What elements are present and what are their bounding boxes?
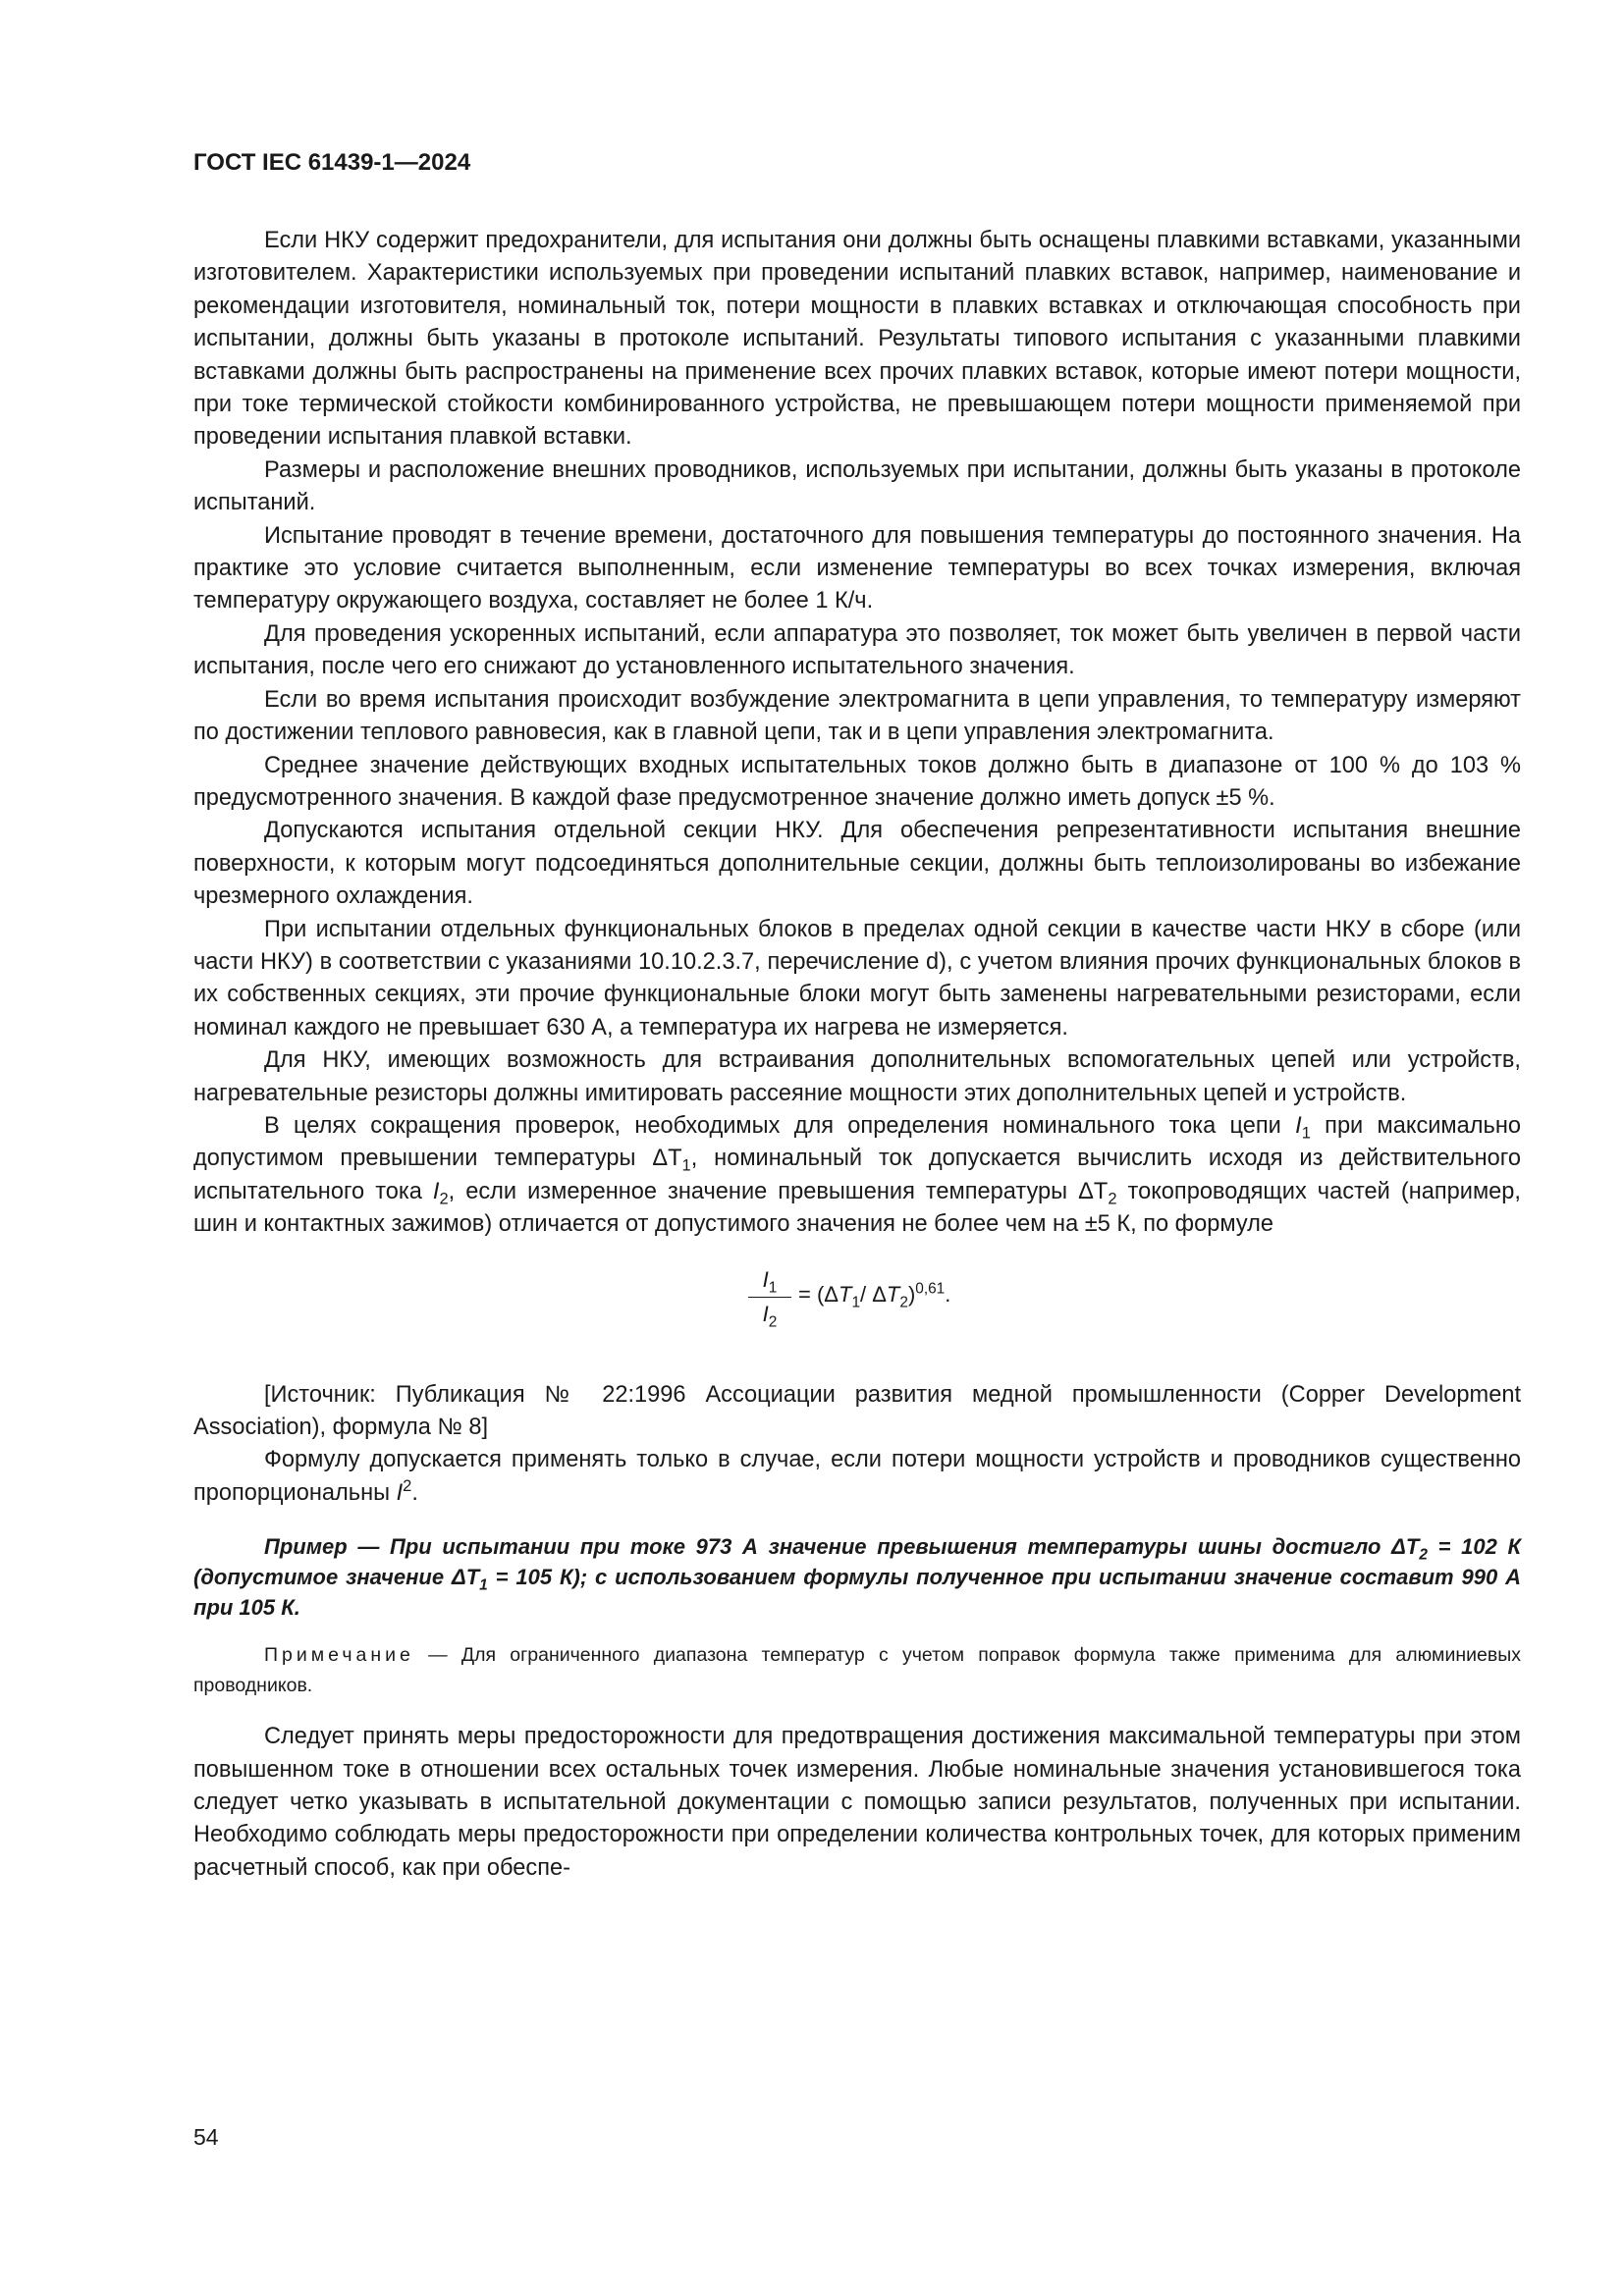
calculation-paragraph: В целях сокращения проверок, необходимых для определения номинального тока цепи $I_1$ при максимально допустимом превышении температуры $\Delta T_1$, номинальный ток допускается вычислить исходя из действительного испытательного тока $I_2$, если измеренное значение превышения температуры $\Delta T_2$ токопроводящих частей (например, шин и контактных зажимов) отличается от допустимого значения не более чем на ±5 К, по формуле <box>193 1112 1521 1238</box>
formula-fraction: $I_1$ $I_2$ <box>746 1263 793 1331</box>
paragraph: Если НКУ содержит предохранители, для испытания они должны быть оснащены плавкими вставками, указанными изготовителем. Характеристики используемых при проведении испытаний плавких вставок, например, наименование и рекомендации изготовителя, номинальный ток, потери мощности в плавких вставках и отключающая способность при испытании, должны быть указаны в протоколе испытаний. Результаты типового испытания с указанными плавкими вставками должны быть распространены на применение всех прочих плавких вставок, которые имеют потери мощности, при токе термической стойкости комбинированного устройства, не превышающем потери мощности применяемой при проведении испытания плавкой вставки. <box>193 228 1521 451</box>
paragraph: Для НКУ, имеющих возможность для встраивания дополнительных вспомогательных цепей или устройств, нагревательные резисторы должны имитировать рассеяние мощности этих дополнительных цепей и устройств. <box>193 1047 1521 1106</box>
note-label: Примечание <box>264 1644 414 1667</box>
document-header: ГОСТ IEC 61439-1—2024 <box>193 149 471 176</box>
source-citation: [Источник: Публикация № 22:1996 Ассоциации развития медной промышленности (Copper Development Association), формула № 8] <box>193 1381 1521 1440</box>
formula <box>193 1252 1521 1358</box>
paragraph: Испытание проводят в течение времени, достаточного для повышения температуры до постоянного значения. На практике это условие считается выполненным, если изменение температуры во всех точках измерения, включая температуру окружающего воздуха, составляет не более 1 К/ч. <box>193 522 1521 614</box>
paragraph: Допускаются испытания отдельной секции НКУ. Для обеспечения репрезентативности испытания внешние поверхности, к которым могут подсоединяться дополнительные секции, должны быть теплоизолированы во избежание чрезмерного охлаждения. <box>193 818 1521 910</box>
formula-rhs: = ($\Delta T_1/$ $\Delta T_2)^{0,61}$. <box>798 1280 951 1310</box>
document-body <box>193 225 1521 1885</box>
paragraph: При испытании отдельных функциональных блоков в пределах одной секции в качестве части НКУ в сборе (или части НКУ) в соответствии с указаниями 10.10.2.3.7, перечисление d), с учетом влияния прочих функциональных блоков в их собственных секциях, эти прочие функциональные блоки могут быть заменены нагревательными резисторами, если номинал каждого не превышает 630 А, а температура их нагрева не измеряется. <box>193 916 1521 1041</box>
note-block: Примечание — Для ограниченного диапазона температур с учетом поправок формула также применима для алюминиевых проводников. <box>193 1644 1521 1697</box>
page-number: 54 <box>193 2124 219 2150</box>
paragraph: Среднее значение действующих входных испытательных токов должно быть в диапазоне от 100 % до 103 % предусмотренного значения. В каждой фазе предусмотренное значение должно иметь допуск ±5 %. <box>193 752 1521 811</box>
paragraph: Для проведения ускоренных испытаний, если аппаратура это позволяет, ток может быть увеличен в первой части испытания, после чего его снижают до установленного испытательного значения. <box>193 620 1521 680</box>
paragraph: Следует принять меры предосторожности для предотвращения достижения максимальной температуры при этом повышенном токе в отношении всех остальных точек измерения. Любые номинальные значения установившегося тока следует четко указывать в испытательной документации с помощью записи результатов, полученных при испытании. Необходимо соблюдать меры предосторожности при определении количества контрольных точек, для которых применим расчетный способ, как при обеспе- <box>193 1724 1521 1881</box>
paragraph: Размеры и расположение внешних проводников, используемых при испытании, должны быть указаны в протоколе испытаний. <box>193 456 1521 516</box>
example-block: Пример — При испытании при токе 973 А значение превышения температуры шины достигло $\Delta T_2 = 102$ К (допустимое значение $\Delta T_1 = 105$ К); с использованием формулы полученное при испытании значение составит 990 А при 105 К. <box>193 1534 1522 1621</box>
paragraph: Если во время испытания происходит возбуждение электромагнита в цепи управления, то температуру измеряют по достижении теплового равновесия, как в главной цепи, так и в цепи управления электромагнита. <box>193 686 1521 746</box>
formula-applicability: Формулу допускается применять только в случае, если потери мощности устройств и проводников существенно пропорциональны $I^2$. <box>193 1447 1521 1506</box>
